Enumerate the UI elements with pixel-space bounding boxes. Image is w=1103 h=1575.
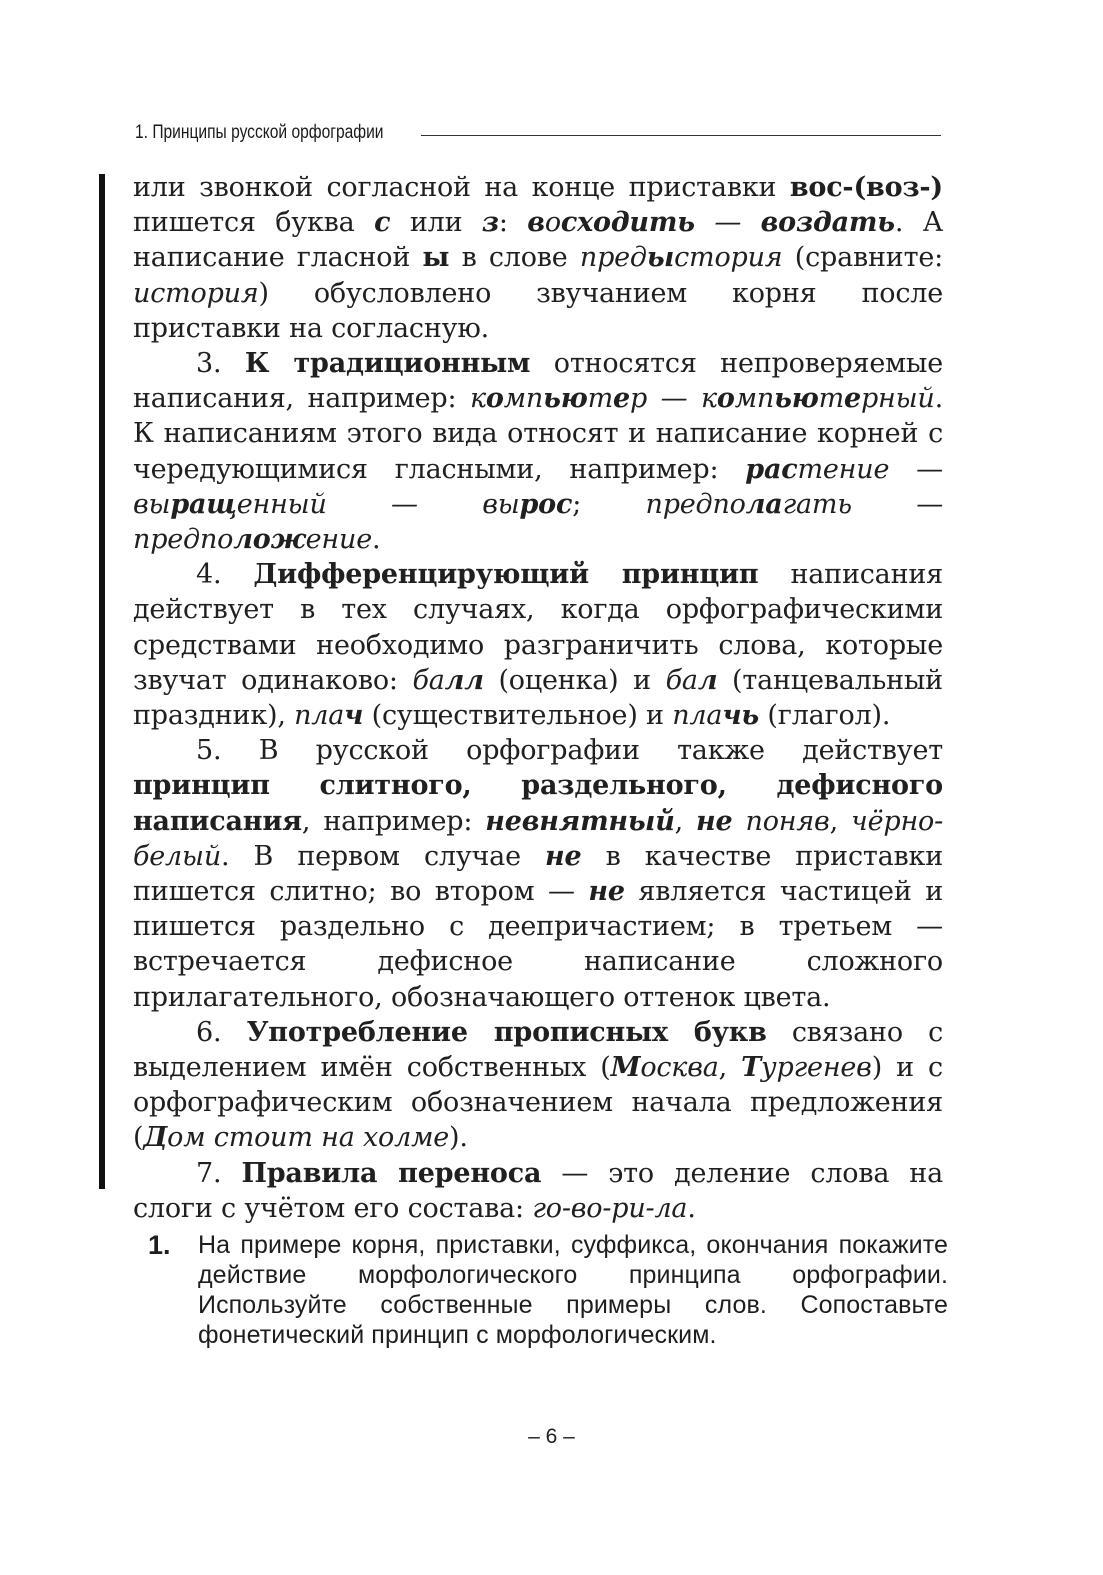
main-text [133,170,943,1226]
task [148,1230,948,1350]
running-title: 1. Принципы русской орфографии [135,122,384,143]
paragraph: 6. Употребление прописных букв связано с выделением имён собственных (Москва, Тургенев) и с орфографическим обозначением начала предложения (Дом стоит на холме). [133,1016,944,1154]
task-text: На примере корня, приставки, суффикса, окончания покажите действие морфологического принципа орфографии. Используйте собственные примеры слов. Сопоставьте фонетический принцип с морфологическим. [198,1231,948,1349]
page-number: – 6 – [528,1425,575,1448]
margin-bar [99,174,105,1189]
paragraph: 5. В русской орфографии также действует принцип слитного, раздельного, дефисного написания, например: невнятный, не поняв, чёрно-белый. В первом случае не в качестве приставки пишется слитно; во втором — не является частицей и пишется раздельно с деепричастием; в третьем — встречается дефисное написание сложного прилагательного, обозначающего оттенок цвета. [133,735,944,1013]
paragraph: 4. Дифференцирующий принцип написания действует в тех случаях, когда орфографическими средствами необходимо разграничить слова, которые звучат одинаково: балл (оценка) и бал (танцевальный праздник), плач (существительное) и плачь (глагол). [133,559,943,732]
paragraph: или звонкой согласной на конце приставки вос-(воз-) пишется буква с или з: восходить — воздать. А написание гласной ы в слове предыстория (сравните: история) обусловлено звучанием корня после приставки на согласную. [133,172,943,344]
running-header [135,118,941,148]
task-number: 1. [148,1230,171,1260]
paragraph: 7. Правила переноса — это деление слова на слоги с учётом его состава: го-во-ри-ла. [133,1157,944,1224]
header-rule [421,135,941,136]
paragraph: 3. К традиционным относятся непроверяемые написания, например: компьютер — компьютерный. К написаниям этого вида относят и написание корней с чередующимися гласными, например: растение — выращенный — вырос; предполагать — предположение. [133,348,943,556]
